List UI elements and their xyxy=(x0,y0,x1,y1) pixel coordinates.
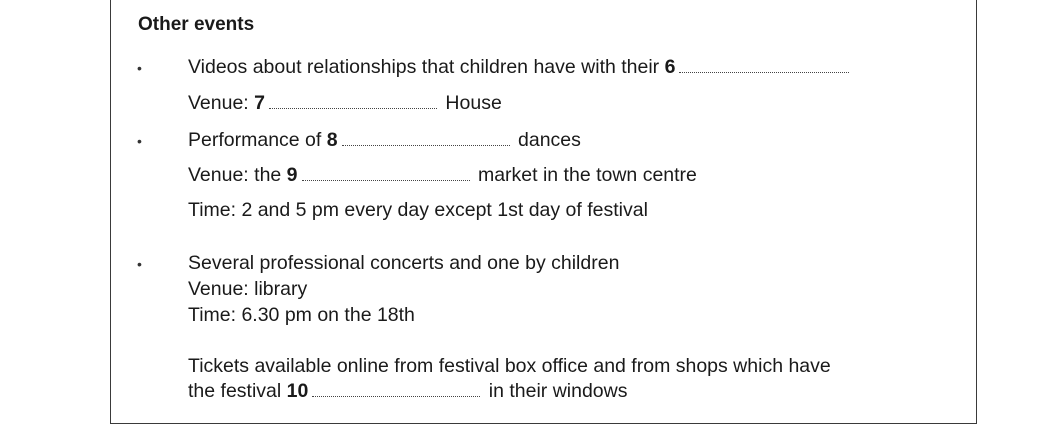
item-3-line-1: Several professional concerts and one by children xyxy=(188,252,620,274)
answer-blank-7[interactable] xyxy=(269,107,437,109)
item-1-text: Videos about relationships that children have with their xyxy=(188,56,665,78)
answer-blank-10[interactable] xyxy=(312,395,480,397)
answer-blank-6[interactable] xyxy=(679,71,849,73)
item-3-line-2: Venue: library xyxy=(188,278,308,300)
answer-blank-9[interactable] xyxy=(302,179,470,181)
tickets-line-1: Tickets available online from festival box office and from shops which have xyxy=(188,355,831,377)
question-number-7: 7 xyxy=(254,92,266,114)
item-1-line-2: Venue: 7 House xyxy=(188,92,502,114)
question-number-8: 8 xyxy=(326,129,338,151)
tickets-line-2: the festival 10 in their windows xyxy=(188,380,628,402)
bullet-icon: • xyxy=(137,256,142,272)
item-1-line-1 xyxy=(188,55,852,79)
bullet-icon: • xyxy=(137,133,142,149)
question-number-9: 9 xyxy=(286,164,298,186)
item-2-line-2: Venue: the 9 market in the town centre xyxy=(188,164,697,186)
item-2-line-3: Time: 2 and 5 pm every day except 1st day of festival xyxy=(188,199,648,221)
bullet-icon: • xyxy=(137,60,142,76)
question-number-10: 10 xyxy=(286,380,309,402)
item-2-line-1: Performance of 8 dances xyxy=(188,129,581,151)
item-3-line-3: Time: 6.30 pm on the 18th xyxy=(188,304,415,326)
section-heading: Other events xyxy=(138,14,255,35)
answer-blank-8[interactable] xyxy=(342,144,510,146)
question-number-6: 6 xyxy=(664,56,676,78)
